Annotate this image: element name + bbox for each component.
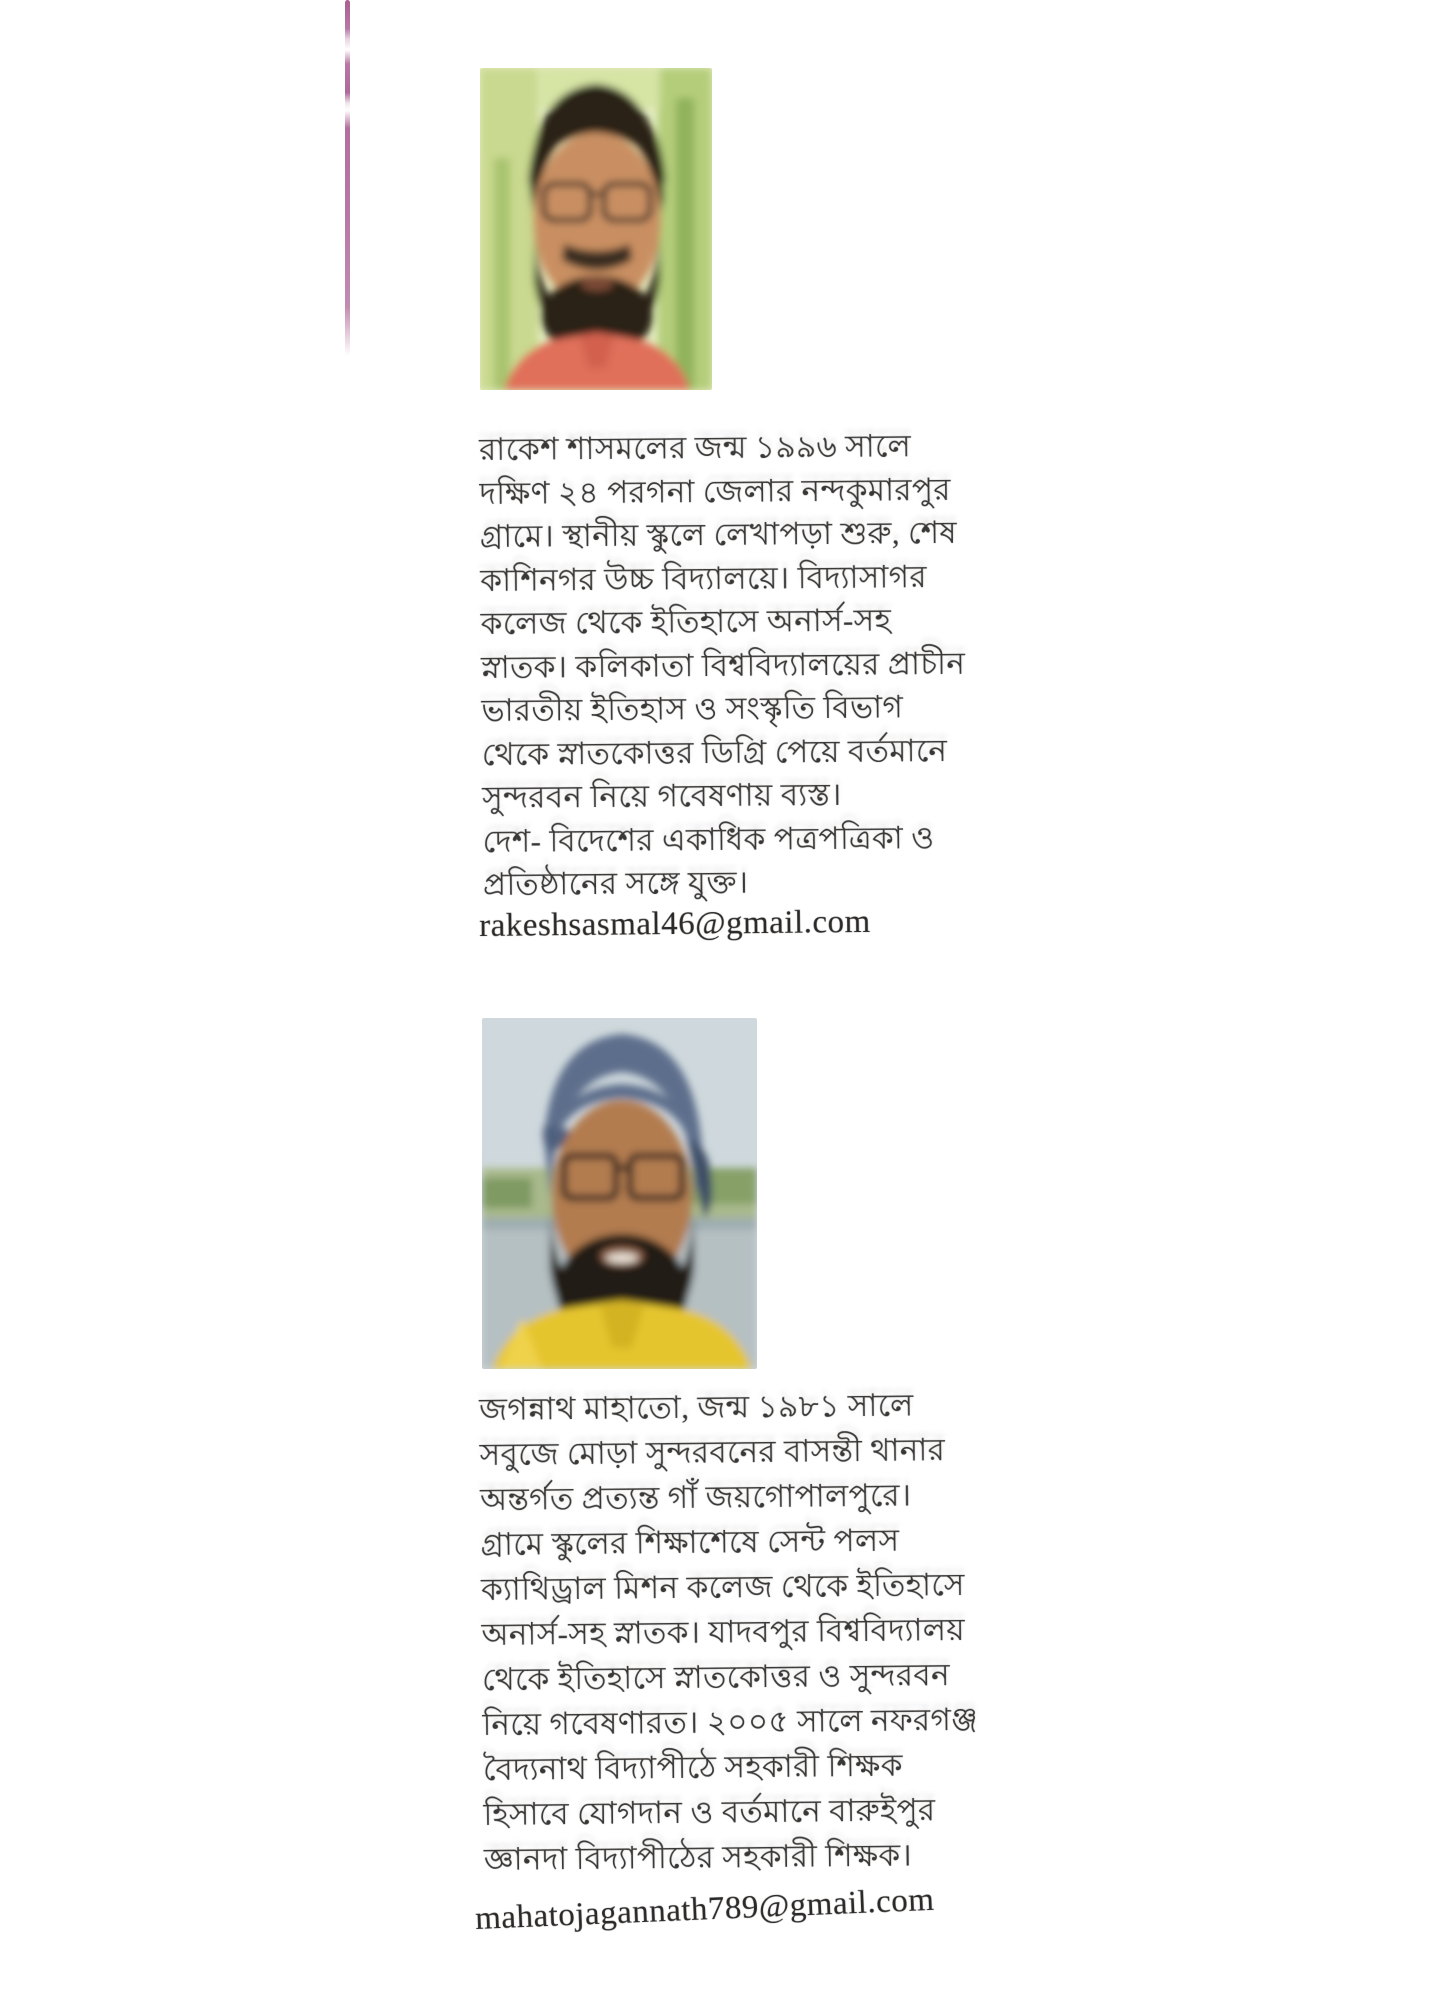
bio-line: অনার্স-সহ স্নাতক। যাদবপুর বিশ্ববিদ্যালয় bbox=[481, 1611, 966, 1652]
portrait-man-red-shirt-icon bbox=[480, 68, 712, 390]
bio-line: সুন্দরবন নিয়ে গবেষণায় ব্যস্ত। bbox=[482, 776, 842, 815]
bio-line: কাশিনগর উচ্চ বিদ্যালয়ে। বিদ্যাসাগর bbox=[480, 558, 928, 598]
bio-line: প্রতিষ্ঠানের সঙ্গে যুক্ত। bbox=[482, 864, 749, 902]
bio-line: হিসাবে যোগদান ও বর্তমানে বারুইপুর bbox=[483, 1792, 936, 1832]
author-photo-1 bbox=[480, 68, 712, 390]
bio-line: জ্ঞানদা বিদ্যাপীঠের সহকারী শিক্ষক। bbox=[483, 1837, 913, 1877]
author-bio-1 bbox=[479, 423, 1003, 906]
bio-line: দক্ষিণ ২৪ পরগনা জেলার নন্দকুমারপুর bbox=[479, 471, 951, 511]
bio-line: অন্তর্গত প্রত্যন্ত গাঁ জয়গোপালপুরে। bbox=[479, 1477, 912, 1517]
author-email-1: rakeshsasmal46@gmail.com bbox=[479, 903, 871, 944]
bio-line: থেকে স্নাতকোত্তর ডিগ্রি পেয়ে বর্তমানে bbox=[481, 732, 948, 772]
bio-line: থেকে ইতিহাসে স্নাতকোত্তর ও সুন্দরবন bbox=[481, 1657, 951, 1697]
bio-line: গ্রামে। স্থানীয় স্কুলে লেখাপড়া শুরু, শেষ bbox=[479, 514, 958, 554]
bio-line: নিয়ে গবেষণারত। ২০০৫ সালে নফরগঞ্জ bbox=[482, 1701, 979, 1742]
bio-line: গ্রামে স্কুলের শিক্ষাশেষে সেন্ট পলস bbox=[480, 1522, 900, 1562]
portrait-man-cap-yellow-shirt-icon bbox=[482, 1018, 757, 1369]
author-email-2: mahatojagannath789@gmail.com bbox=[474, 1881, 936, 1938]
bio-line: ভারতীয় ইতিহাস ও সংস্কৃতি বিভাগ bbox=[481, 689, 904, 728]
bio-line: বৈদ্যনাথ বিদ্যাপীঠে সহকারী শিক্ষক bbox=[482, 1747, 903, 1787]
bio-line: সবুজে মোড়া সুন্দরবনের বাসন্তী থানার bbox=[479, 1432, 946, 1472]
author-photo-2 bbox=[482, 1018, 757, 1369]
bio-line: জগন্নাথ মাহাতো, জন্ম ১৯৮১ সালে bbox=[479, 1387, 914, 1427]
bio-line: ক্যাথিড্রাল মিশন কলেজ থেকে ইতিহাসে bbox=[480, 1566, 965, 1607]
bio-line: দেশ- বিদেশের একাধিক পত্রপত্রিকা ও bbox=[482, 819, 935, 859]
bio-line: কলেজ থেকে ইতিহাসে অনার্স-সহ bbox=[480, 602, 892, 641]
author-bio-2 bbox=[479, 1382, 1004, 1882]
page-fold-line bbox=[345, 0, 350, 356]
bio-line: স্নাতক। কলিকাতা বিশ্ববিদ্যালয়ের প্রাচীন bbox=[480, 645, 966, 685]
bio-line: রাকেশ শাসমলের জন্ম ১৯৯৬ সালে bbox=[479, 428, 912, 467]
